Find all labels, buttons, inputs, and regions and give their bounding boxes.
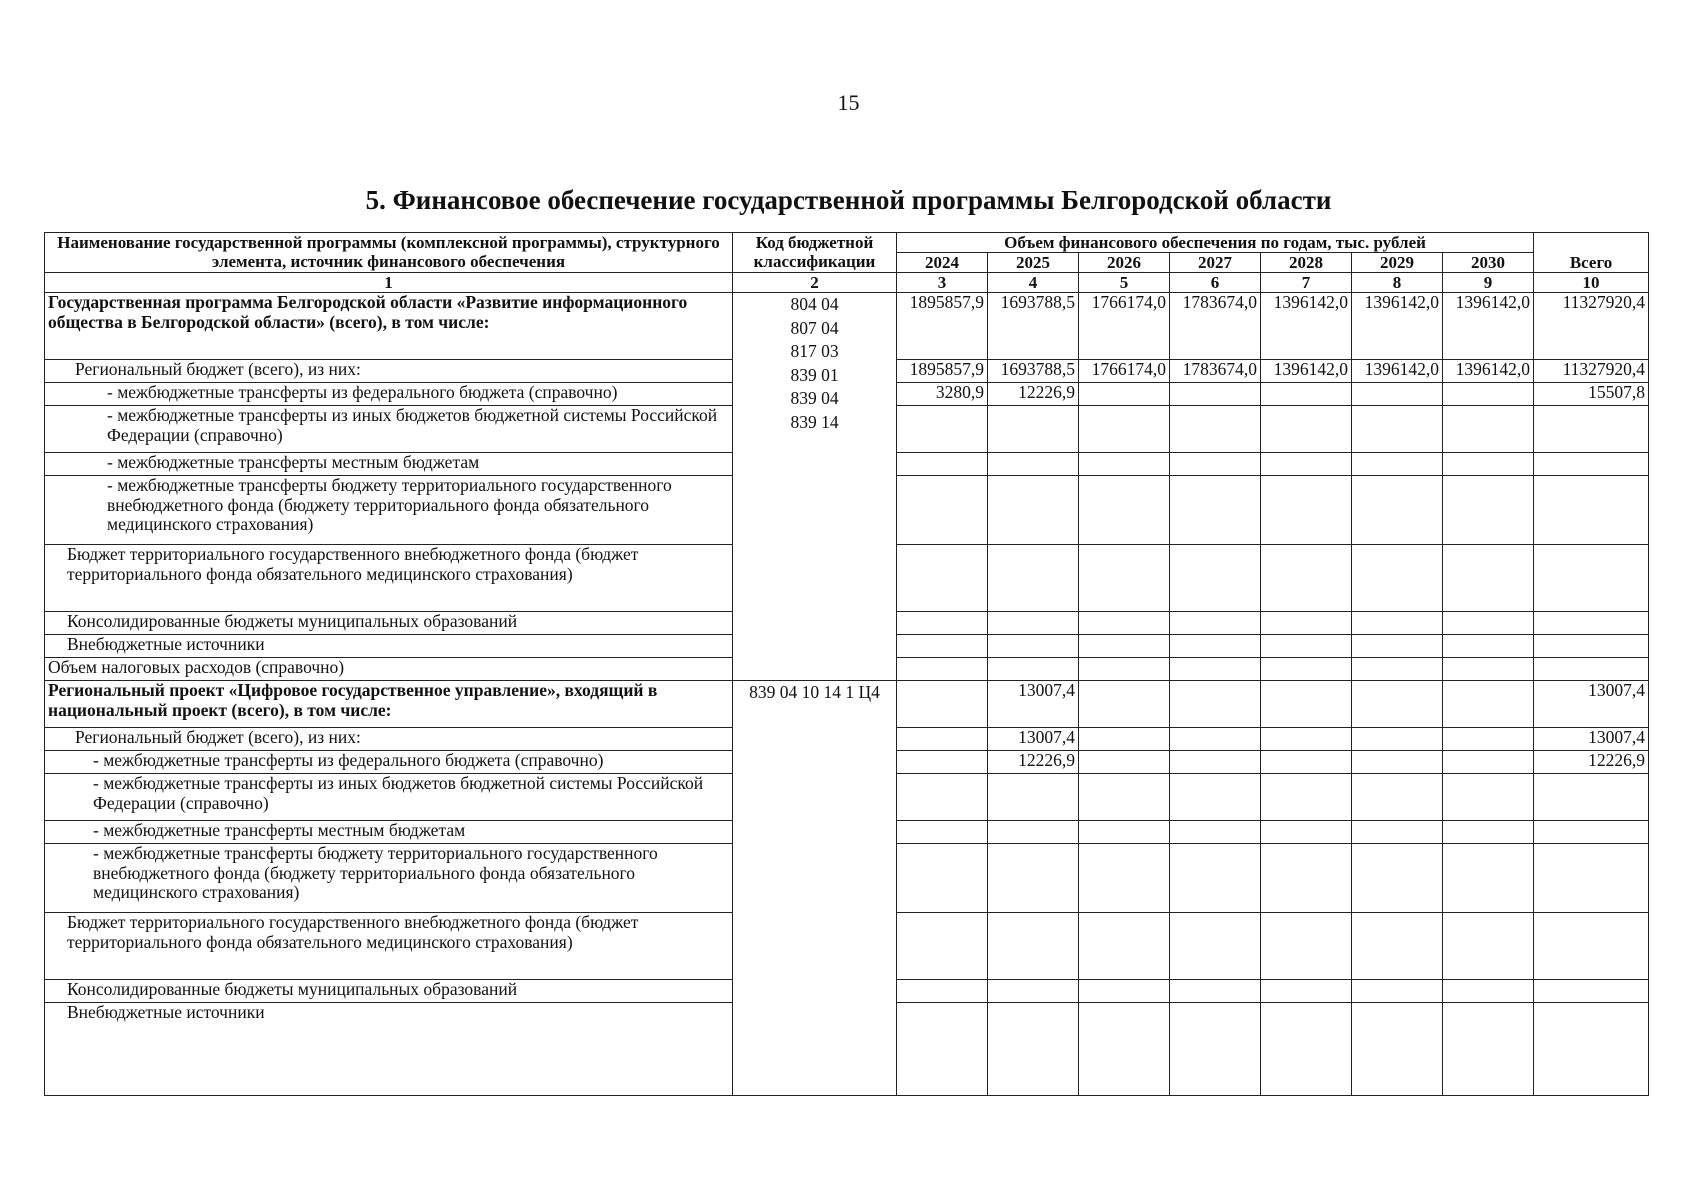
column-number: 1 [45,273,733,293]
total-value [1534,545,1649,612]
row-name: - межбюджетные трансферты из иных бюджетов бюджетной системы Российской Федерации (справочно) [45,406,733,453]
year-value: 1783674,0 [1170,293,1261,360]
year-value [1079,383,1170,406]
year-value [897,728,988,751]
year-value [1079,545,1170,612]
year-value: 1396142,0 [1443,293,1534,360]
row-name: Государственная программа Белгородской области «Развитие информационного общества в Белгородской области» (всего), в том числе: [45,293,733,360]
year-value: 1396142,0 [1261,360,1352,383]
row-name: Консолидированные бюджеты муниципальных образований [45,612,733,635]
year-value [1170,751,1261,774]
year-value [897,913,988,980]
year-value [1079,913,1170,980]
budget-codes [733,293,897,681]
year-value [1170,844,1261,913]
year-value: 1766174,0 [1079,360,1170,383]
header-year: 2029 [1352,253,1443,273]
year-value [1261,406,1352,453]
year-value [1352,821,1443,844]
year-value [1079,1003,1170,1096]
header-code: Код бюджетной классификации [733,233,897,273]
budget-code: 839 14 [790,411,839,432]
year-value [1443,728,1534,751]
year-value [1170,453,1261,476]
header-year: 2024 [897,253,988,273]
year-value [1443,406,1534,453]
year-value: 1783674,0 [1170,360,1261,383]
total-value [1534,476,1649,545]
financing-table [44,232,1649,1096]
year-value [897,821,988,844]
year-value [1443,681,1534,728]
year-value [897,635,988,658]
year-value [1170,658,1261,681]
row-name: - межбюджетные трансферты местным бюджетам [45,453,733,476]
document-title: 5. Финансовое обеспечение государственной программы Белгородской области [365,185,1332,215]
budget-codes [733,681,897,1096]
total-value [1534,406,1649,453]
year-value: 1396142,0 [1352,360,1443,383]
year-value [1170,612,1261,635]
year-value [1079,406,1170,453]
year-value [1170,545,1261,612]
year-value [1079,658,1170,681]
year-value [1170,383,1261,406]
year-value [1079,681,1170,728]
budget-code: 804 04 [790,294,839,315]
year-value [1261,635,1352,658]
year-value [897,453,988,476]
year-value [1261,751,1352,774]
year-value [1261,476,1352,545]
year-value [1352,913,1443,980]
column-number: 4 [988,273,1079,293]
year-value [897,774,988,821]
year-value [1352,844,1443,913]
year-value [1352,612,1443,635]
total-value: 13007,4 [1534,728,1649,751]
year-value [897,681,988,728]
total-value [1534,913,1649,980]
year-value [1261,980,1352,1003]
year-value [1443,1003,1534,1096]
budget-code: 807 04 [790,317,839,338]
year-value [1170,980,1261,1003]
header-volume: Объем финансового обеспечения по годам, тыс. рублей [897,233,1534,253]
year-value [897,545,988,612]
year-value [897,406,988,453]
year-value [988,476,1079,545]
year-value [988,545,1079,612]
budget-code: 817 03 [790,341,839,362]
header-name: Наименование государственной программы (комплексной программы), структурного элемента, источник финансового обеспечения [45,233,733,273]
year-value [1170,728,1261,751]
year-value [1170,476,1261,545]
total-value [1534,844,1649,913]
year-value [1170,681,1261,728]
year-value [1352,453,1443,476]
year-value [1079,980,1170,1003]
header-year: 2026 [1079,253,1170,273]
year-value [1261,658,1352,681]
total-value [1534,1003,1649,1096]
total-value: 12226,9 [1534,751,1649,774]
year-value [1352,751,1443,774]
row-name: - межбюджетные трансферты из федерального бюджета (справочно) [45,383,733,406]
budget-code: 839 04 10 14 1 Ц4 [749,682,880,703]
row-name: Бюджет территориального государственного внебюджетного фонда (бюджет территориального фонда обязательного медицинского страхования) [45,913,733,980]
budget-code: 839 04 [790,388,839,409]
year-value [988,980,1079,1003]
year-value [1079,612,1170,635]
year-value [1443,453,1534,476]
row-name: - межбюджетные трансферты местным бюджетам [45,821,733,844]
year-value [1079,751,1170,774]
year-value [1261,681,1352,728]
row-name: - межбюджетные трансферты бюджету территориального государственного внебюджетного фонда (бюджету территориального фонда обязательного медицинского страхования) [45,844,733,913]
year-value [1443,913,1534,980]
year-value [1261,774,1352,821]
total-value: 15507,8 [1534,383,1649,406]
year-value [988,821,1079,844]
total-value [1534,774,1649,821]
column-number: 10 [1534,273,1649,293]
year-value [1352,476,1443,545]
year-value [1170,774,1261,821]
year-value [988,1003,1079,1096]
year-value [1443,751,1534,774]
year-value [897,844,988,913]
year-value: 13007,4 [988,728,1079,751]
row-name: Бюджет территориального государственного внебюджетного фонда (бюджет территориального фонда обязательного медицинского страхования) [45,545,733,612]
year-value [1170,1003,1261,1096]
year-value [897,980,988,1003]
year-value: 12226,9 [988,383,1079,406]
year-value [897,612,988,635]
year-value [1261,728,1352,751]
year-value [1261,913,1352,980]
year-value [1443,612,1534,635]
year-value: 1396142,0 [1352,293,1443,360]
row-name: Объем налоговых расходов (справочно) [45,658,733,681]
year-value [1170,821,1261,844]
row-name: Региональный бюджет (всего), из них: [45,728,733,751]
total-value [1534,980,1649,1003]
year-value [1352,383,1443,406]
header-total: Всего [1534,233,1649,273]
column-number: 3 [897,273,988,293]
year-value [1443,844,1534,913]
year-value [1261,383,1352,406]
year-value: 3280,9 [897,383,988,406]
row-name: Внебюджетные источники [45,635,733,658]
year-value [897,476,988,545]
column-number: 5 [1079,273,1170,293]
year-value [1261,844,1352,913]
total-value [1534,612,1649,635]
total-value [1534,821,1649,844]
year-value: 1693788,5 [988,360,1079,383]
year-value [1443,980,1534,1003]
year-value [1352,1003,1443,1096]
year-value [1352,980,1443,1003]
year-value [1443,774,1534,821]
year-value [1170,406,1261,453]
total-value: 11327920,4 [1534,293,1649,360]
year-value [1443,476,1534,545]
year-value: 1895857,9 [897,293,988,360]
year-value [1443,821,1534,844]
year-value [1443,545,1534,612]
column-number: 7 [1261,273,1352,293]
year-value [1170,635,1261,658]
year-value [1079,844,1170,913]
year-value [1079,476,1170,545]
year-value [988,406,1079,453]
row-name: Консолидированные бюджеты муниципальных образований [45,980,733,1003]
year-value [988,774,1079,821]
header-year: 2028 [1261,253,1352,273]
column-number: 8 [1352,273,1443,293]
total-value [1534,635,1649,658]
year-value [1443,383,1534,406]
row-name: - межбюджетные трансферты бюджету территориального государственного внебюджетного фонда (бюджету территориального фонда обязательного медицинского страхования) [45,476,733,545]
year-value [988,913,1079,980]
year-value [1079,453,1170,476]
header-year: 2030 [1443,253,1534,273]
year-value [897,1003,988,1096]
year-value: 1396142,0 [1443,360,1534,383]
year-value [1079,728,1170,751]
row-name: Региональный проект «Цифровое государственное управление», входящий в национальный проект (всего), в том числе: [45,681,733,728]
row-name: Региональный бюджет (всего), из них: [45,360,733,383]
year-value [1352,406,1443,453]
year-value [897,658,988,681]
year-value [1261,1003,1352,1096]
year-value [1352,658,1443,681]
total-value [1534,453,1649,476]
column-number: 2 [733,273,897,293]
table-row [45,681,1649,728]
row-name: Внебюджетные источники [45,1003,733,1096]
year-value [1443,658,1534,681]
year-value [1352,728,1443,751]
year-value [1261,821,1352,844]
year-value [897,751,988,774]
total-value [1534,658,1649,681]
page-number: 15 [837,90,860,115]
year-value: 13007,4 [988,681,1079,728]
year-value: 1693788,5 [988,293,1079,360]
year-value [1352,545,1443,612]
year-value [988,453,1079,476]
total-value: 13007,4 [1534,681,1649,728]
year-value: 1396142,0 [1261,293,1352,360]
table-row [45,293,1649,360]
year-value [1261,612,1352,635]
budget-code: 839 01 [790,364,839,385]
year-value [1261,545,1352,612]
year-value [1079,635,1170,658]
year-value [988,658,1079,681]
year-value [1352,681,1443,728]
row-name: - межбюджетные трансферты из иных бюджетов бюджетной системы Российской Федерации (справочно) [45,774,733,821]
year-value [1079,821,1170,844]
year-value [1261,453,1352,476]
row-name: - межбюджетные трансферты из федерального бюджета (справочно) [45,751,733,774]
column-number: 9 [1443,273,1534,293]
year-value [1170,913,1261,980]
total-value: 11327920,4 [1534,360,1649,383]
year-value: 1766174,0 [1079,293,1170,360]
year-value [1352,635,1443,658]
year-value [1443,635,1534,658]
year-value: 12226,9 [988,751,1079,774]
header-year: 2025 [988,253,1079,273]
year-value: 1895857,9 [897,360,988,383]
year-value [988,844,1079,913]
year-value [1352,774,1443,821]
year-value [988,612,1079,635]
column-number: 6 [1170,273,1261,293]
year-value [988,635,1079,658]
header-year: 2027 [1170,253,1261,273]
year-value [1079,774,1170,821]
